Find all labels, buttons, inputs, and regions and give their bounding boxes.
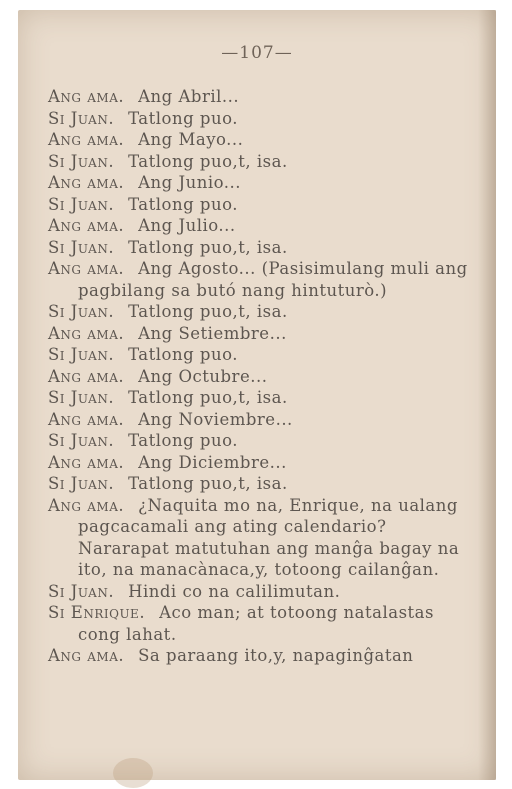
speaker-name: Si Juan. (48, 151, 115, 171)
speaker-name: Si Enrique. (48, 603, 146, 622)
speech-text: Sa paraang ito,y, napaginĝatan (138, 646, 414, 665)
speaker-name: Si Juan. (48, 237, 115, 257)
speech-text: Tatlong puo,t, isa. (128, 474, 288, 493)
speaker-name: Ang ama. (48, 646, 125, 665)
dialogue-line (48, 581, 478, 603)
speech-text: Ang Diciembre... (138, 452, 287, 472)
speaker-name: Si Juan. (48, 345, 115, 364)
speech-text: Tatlong puo. (128, 345, 238, 364)
speaker-name: Ang ama. (48, 87, 125, 106)
speech-text: Tatlong puo,t, isa. (128, 302, 288, 321)
speech-text: Tatlong puo. (128, 108, 238, 128)
dialogue-line (48, 645, 478, 667)
speaker-name: Ang ama. (48, 366, 125, 386)
speech-text: Tatlong puo,t, isa. (128, 151, 288, 171)
dialogue-line (48, 323, 478, 345)
dialogue-line (48, 452, 478, 474)
dialogue-line (48, 258, 478, 301)
dialogue-line (48, 430, 478, 452)
speaker-name: Si Juan. (48, 194, 115, 214)
speaker-name: Ang ama. (48, 173, 125, 192)
speech-text: Tatlong puo,t, isa. (128, 237, 288, 257)
dialogue-line (48, 151, 478, 173)
speaker-name: Si Juan. (48, 108, 115, 128)
book-page (18, 10, 496, 780)
dialogue-line (48, 215, 478, 237)
dialogue-line (48, 301, 478, 323)
dialogue-line (48, 108, 478, 130)
speech-text: Ang Junio... (138, 173, 241, 192)
speech-text: Ang Octubre... (138, 366, 268, 386)
speaker-name: Ang ama. (48, 259, 125, 278)
dialogue-text (48, 86, 478, 667)
speaker-name: Ang ama. (48, 130, 125, 149)
speech-text: Ang Agosto... (Pasisimulang muli ang pagbilang sa butó nang hintuturò.) (78, 259, 468, 300)
speech-text: Ang Noviembre... (138, 409, 293, 429)
speaker-name: Ang ama. (48, 216, 125, 235)
speaker-name: Si Juan. (48, 431, 115, 450)
page-edge-shadow (478, 10, 496, 780)
speech-text: Tatlong puo. (128, 431, 238, 450)
dialogue-line (48, 194, 478, 216)
speech-text: ¿Naquita mo na, Enrique, na ualang pagcacamali ang ating calendario? Nararapat matutuhan ang manĝa bagay na ito, na manacànaca,y, totoong cailanĝan. (78, 495, 460, 579)
speaker-name: Ang ama. (48, 409, 125, 429)
speech-text: Tatlong puo. (128, 194, 238, 214)
speaker-name: Si Juan. (48, 388, 115, 407)
speech-text: Ang Mayo... (138, 130, 244, 149)
dialogue-line (48, 473, 478, 495)
speaker-name: Ang ama. (48, 495, 125, 515)
dialogue-line (48, 366, 478, 388)
speaker-name: Ang ama. (48, 452, 125, 472)
dialogue-line (48, 344, 478, 366)
dialogue-line (48, 602, 478, 645)
speech-text: Ang Julio... (138, 216, 236, 235)
dialogue-line (48, 409, 478, 431)
speaker-name: Si Juan. (48, 302, 115, 321)
speaker-name: Si Juan. (48, 474, 115, 493)
dialogue-line (48, 237, 478, 259)
dialogue-line (48, 387, 478, 409)
speech-text: Aco man; at totoong natalastas cong lahat. (78, 603, 434, 644)
speaker-name: Si Juan. (48, 581, 115, 601)
dialogue-line (48, 172, 478, 194)
dialogue-line (48, 86, 478, 108)
speaker-name: Ang ama. (48, 323, 125, 343)
page-number: —107— (221, 43, 293, 63)
speech-text: Tatlong puo,t, isa. (128, 388, 288, 407)
speech-text: Ang Abril... (138, 87, 240, 106)
speech-text: Hindi co na calilimutan. (128, 581, 341, 601)
speech-text: Ang Setiembre... (138, 323, 287, 343)
dialogue-line (48, 495, 478, 581)
paper-stain (113, 758, 153, 788)
dialogue-line (48, 129, 478, 151)
